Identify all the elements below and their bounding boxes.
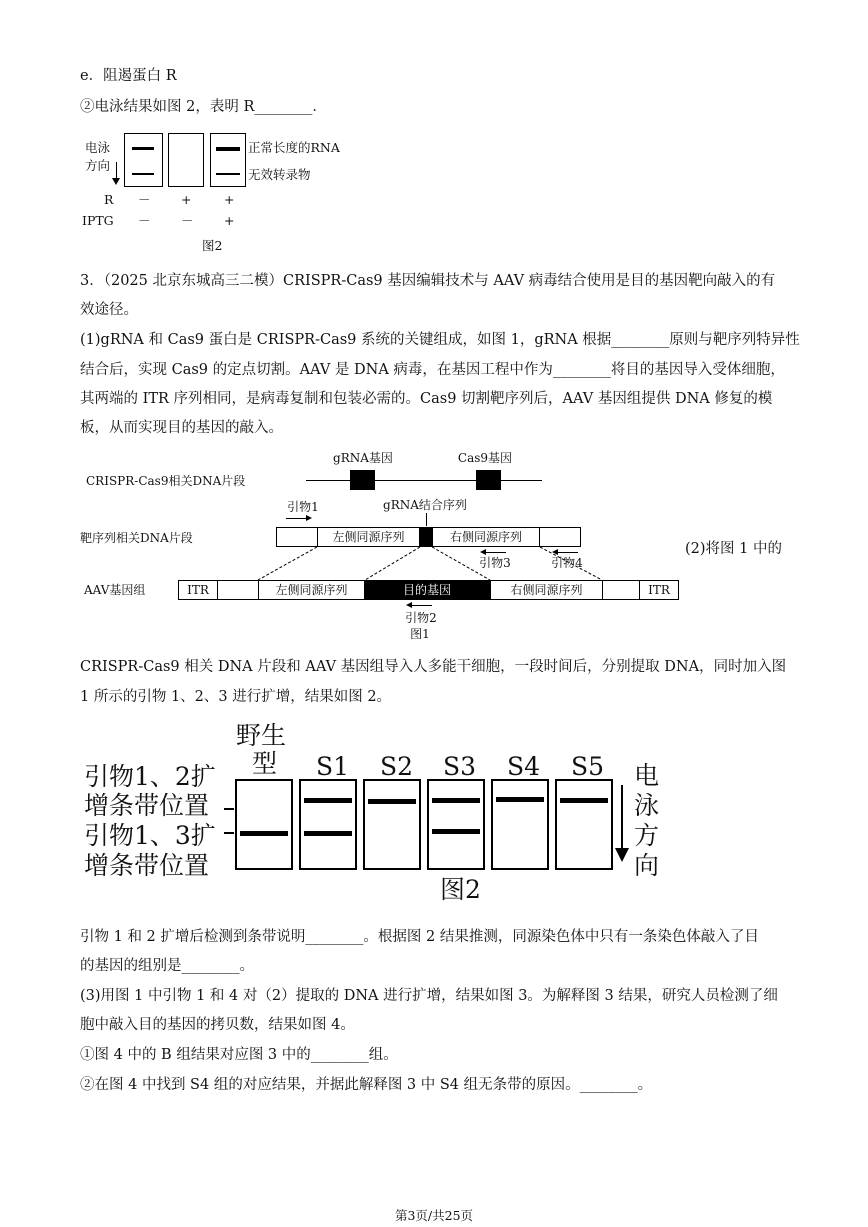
row3-spacer-right — [602, 580, 640, 600]
gel-lane-s5 — [555, 779, 613, 870]
lane-label-s2: S2 — [380, 752, 414, 781]
itr-right-label: ITR — [648, 583, 670, 597]
direction-char-1: 电 — [634, 761, 660, 790]
cas9-gene-label: Cas9基因 — [457, 451, 513, 465]
row3-label: AAV基因组 — [84, 583, 146, 597]
q3-p2-line3: 1 所示的引物 1、2、3 进行扩增，结果如图 2。 — [80, 689, 392, 705]
direction-char-4: 向 — [634, 851, 660, 880]
s4-band-primer12 — [496, 797, 544, 802]
q3-p3-sub2: ②在图 4 中找到 S4 组的对应结果，并据此解释图 3 中 S4 组无条带的原因。________。 — [80, 1077, 653, 1093]
lane-label-s5: S5 — [571, 752, 605, 781]
label-primer13-line2: 增条带位置 — [84, 851, 210, 880]
gel-lane-s2 — [363, 779, 421, 870]
row2-left-homology-label: 左侧同源序列 — [332, 530, 405, 544]
q3-intro-line2: 效途径。 — [80, 302, 138, 318]
figure-1-caption: 图1 — [410, 627, 430, 641]
gel-lane-s4 — [491, 779, 549, 870]
primer3-label: 引物3 — [479, 556, 511, 570]
q3-p2-line2: CRISPR-Cas9 相关 DNA 片段和 AAV 基因组导入人多能干细胞，一段时间后，分别提取 DNA，同时加入图 — [80, 659, 787, 675]
row-r-label: R — [104, 192, 114, 207]
s1-band-primer12 — [304, 798, 352, 803]
wild-type-label-1: 野生 — [236, 721, 287, 750]
wild-type-band-primer13 — [240, 831, 288, 836]
gel-lane-s3 — [427, 779, 485, 870]
iptg-value-2: － — [181, 213, 194, 228]
r-value-2: + — [181, 192, 192, 207]
page-footer: 第3页/共25页 — [394, 1208, 474, 1223]
label-primer12-line2: 增条带位置 — [84, 791, 210, 820]
primer2-arrow-head — [406, 602, 412, 608]
q3-p1-line2: 结合后，实现 Cas9 的定点切割。AAV 是 DNA 病毒，在基因工程中作为________将目的基因导入受体细胞， — [80, 362, 785, 378]
label-invalid-transcript: 无效转录物 — [248, 167, 311, 182]
primer2-arrow — [410, 605, 432, 606]
lane-label-s3: S3 — [443, 752, 477, 781]
row1-label: CRISPR-Cas9相关DNA片段 — [86, 474, 246, 488]
q3-intro-line1: 3．（2025 北京东城高三二模）CRISPR-Cas9 基因编辑技术与 AAV 病毒结合使用是目的基因靶向敲入的有 — [80, 273, 776, 289]
row3-left-homology-label: 左侧同源序列 — [275, 583, 348, 597]
iptg-value-1: － — [138, 213, 151, 228]
lane-label-s1: S1 — [316, 752, 350, 781]
row2-right-homology-label: 右侧同源序列 — [449, 530, 522, 544]
gRNA-binding-label: gRNA结合序列 — [383, 498, 467, 512]
s1-band-primer13 — [304, 831, 352, 836]
q3-p2-part: (2)将图 1 中的 — [685, 541, 782, 557]
row3-spacer-left — [217, 580, 259, 600]
wild-type-label-2: 型 — [252, 749, 278, 778]
label-normal-rna: 正常长度的RNA — [248, 140, 340, 155]
q-line2: 的基因的组别是________。 — [80, 958, 254, 974]
direction-char-3: 方 — [634, 821, 660, 850]
large-direction-arrow-head — [615, 848, 629, 862]
q3-p3-sub1: ①图 4 中的 B 组结果对应图 3 中的________组。 — [80, 1047, 398, 1063]
q3-p1-line4: 板，从而实现目的基因的敲入。 — [80, 420, 283, 436]
tick-primer13 — [224, 832, 234, 834]
tick-primer12 — [224, 808, 234, 810]
q-line1: 引物 1 和 2 扩增后检测到条带说明________。根据图 2 结果推测，同源染色体中只有一条染色体敲入了目 — [80, 929, 759, 945]
sub-question-2: ②电泳结果如图 2，表明 R________． — [80, 99, 327, 115]
direction-char-2: 泳 — [634, 791, 660, 820]
row3-right-homology-label: 右侧同源序列 — [510, 583, 583, 597]
r-value-3: + — [224, 192, 235, 207]
primer2-label: 引物2 — [405, 611, 437, 625]
gel-lane-wild-type — [235, 779, 293, 870]
iptg-value-3: + — [224, 213, 235, 228]
lane-label-s4: S4 — [507, 752, 541, 781]
primer4-label: 引物4 — [551, 556, 583, 570]
figure-2-large-caption: 图2 — [440, 875, 481, 904]
primer1-label: 引物1 — [287, 500, 319, 514]
gel-lane-s1 — [299, 779, 357, 870]
q3-p3-line2: 胞中敲入目的基因的拷贝数，结果如图 4。 — [80, 1017, 355, 1033]
row2-label: 靶序列相关DNA片段 — [80, 531, 193, 545]
s3-band-primer13 — [432, 829, 480, 834]
q3-p1-line1: (1)gRNA 和 Cas9 蛋白是 CRISPR-Cas9 系统的关键组成，如图 1，gRNA 根据________原则与靶序列特异性 — [80, 332, 800, 348]
figure-2-small-caption: 图2 — [202, 238, 223, 253]
s3-band-primer12 — [432, 798, 480, 803]
direction-label-1: 电泳 — [85, 140, 111, 155]
gRNA-gene-label: gRNA基因 — [333, 451, 393, 465]
label-primer13-line1: 引物1、3扩 — [84, 821, 216, 850]
option-e: e．阻遏蛋白 R — [80, 68, 177, 84]
row-iptg-label: IPTG — [82, 213, 114, 228]
itr-left-label: ITR — [187, 583, 209, 597]
q3-p1-line3: 其两端的 ITR 序列相同，是病毒复制和包装必需的。Cas9 切割靶序列后，AAV 基因组提供 DNA 修复的模 — [80, 391, 773, 407]
q3-p3-line1: (3)用图 1 中引物 1 和 4 对（2）提取的 DNA 进行扩增，结果如图 3。为解释图 3 结果，研究人员检测了细 — [80, 988, 778, 1004]
large-direction-arrow — [621, 785, 623, 851]
s2-band-primer12 — [368, 799, 416, 804]
direction-label-2: 方向 — [85, 158, 111, 173]
label-primer12-line1: 引物1、2扩 — [84, 762, 216, 791]
s5-band-primer12 — [560, 798, 608, 803]
r-value-1: － — [138, 192, 151, 207]
target-gene-label: 目的基因 — [402, 583, 451, 597]
